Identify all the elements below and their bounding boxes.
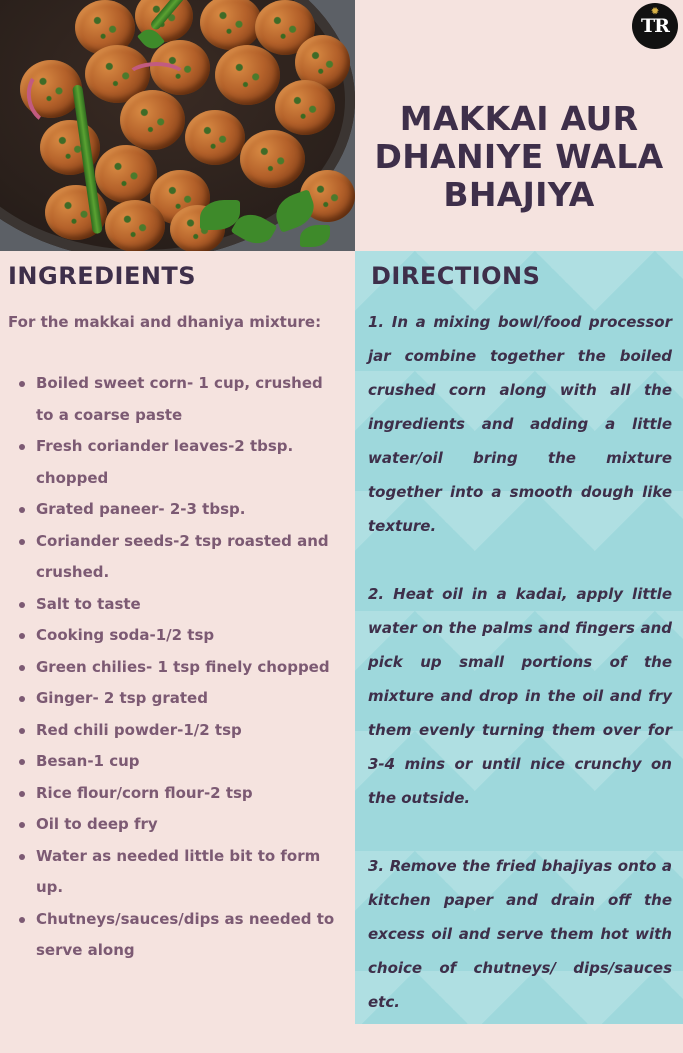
list-item: Grated paneer- 2-3 tbsp. <box>8 494 343 526</box>
onion-ring <box>125 62 188 95</box>
bhajiya-photo <box>0 0 355 251</box>
fritter <box>215 45 280 105</box>
list-item: Boiled sweet corn- 1 cup, crushed to a coarse paste <box>8 368 343 431</box>
list-item: Ginger- 2 tsp grated <box>8 683 343 715</box>
ingredients-heading: INGREDIENTS <box>8 262 197 290</box>
list-item: Green chilies- 1 tsp finely chopped <box>8 652 343 684</box>
fritter <box>95 145 157 203</box>
ingredients-intro: For the makkai and dhaniya mixture: <box>8 313 322 331</box>
list-item: Fresh coriander leaves-2 tbsp. chopped <box>8 431 343 494</box>
title-block <box>355 0 683 251</box>
recipe-title: MAKKAI AUR DHANIYE WALA BHAJIYA <box>374 99 664 214</box>
list-item: Oil to deep fry <box>8 809 343 841</box>
directions-panel <box>355 251 683 1024</box>
coriander-leaf <box>300 225 330 247</box>
list-item: Coriander seeds-2 tsp roasted and crushed. <box>8 526 343 589</box>
directions-text <box>368 305 672 1053</box>
ingredients-panel <box>0 251 355 1024</box>
direction-step: 1. In a mixing bowl/food processor jar combine together the boiled crushed corn along with all the ingredients and adding a little water/oil bring the mixture together into a smooth dough like texture. <box>368 313 672 535</box>
fritter <box>120 90 185 150</box>
logo-text: TR <box>641 15 669 37</box>
ingredients-list <box>8 368 343 967</box>
fritter <box>240 130 305 188</box>
direction-step: 2. Heat oil in a kadai, apply little water on the palms and fingers and pick up small portions of the mixture and drop in the oil and fry them evenly turning them over for 3-4 mins or until nice crunchy on the outside. <box>368 585 672 807</box>
fritter <box>275 80 335 135</box>
brand-logo[interactable] <box>632 3 678 49</box>
list-item: Water as needed little bit to form up. <box>8 841 343 904</box>
list-item: Besan-1 cup <box>8 746 343 778</box>
list-item: Red chili powder-1/2 tsp <box>8 715 343 747</box>
list-item: Cooking soda-1/2 tsp <box>8 620 343 652</box>
directions-heading: DIRECTIONS <box>371 262 541 290</box>
direction-step: 3. Remove the fried bhajiyas onto a kitchen paper and drain off the excess oil and serve them hot with choice of chutneys/ dips/sauces etc. <box>368 857 672 1011</box>
list-item: Salt to taste <box>8 589 343 621</box>
list-item: Chutneys/sauces/dips as needed to serve along <box>8 904 343 967</box>
list-item: Rice flour/corn flour-2 tsp <box>8 778 343 810</box>
sun-icon: ✹ <box>651 7 659 17</box>
fritter <box>105 200 165 251</box>
fritter <box>185 110 245 165</box>
